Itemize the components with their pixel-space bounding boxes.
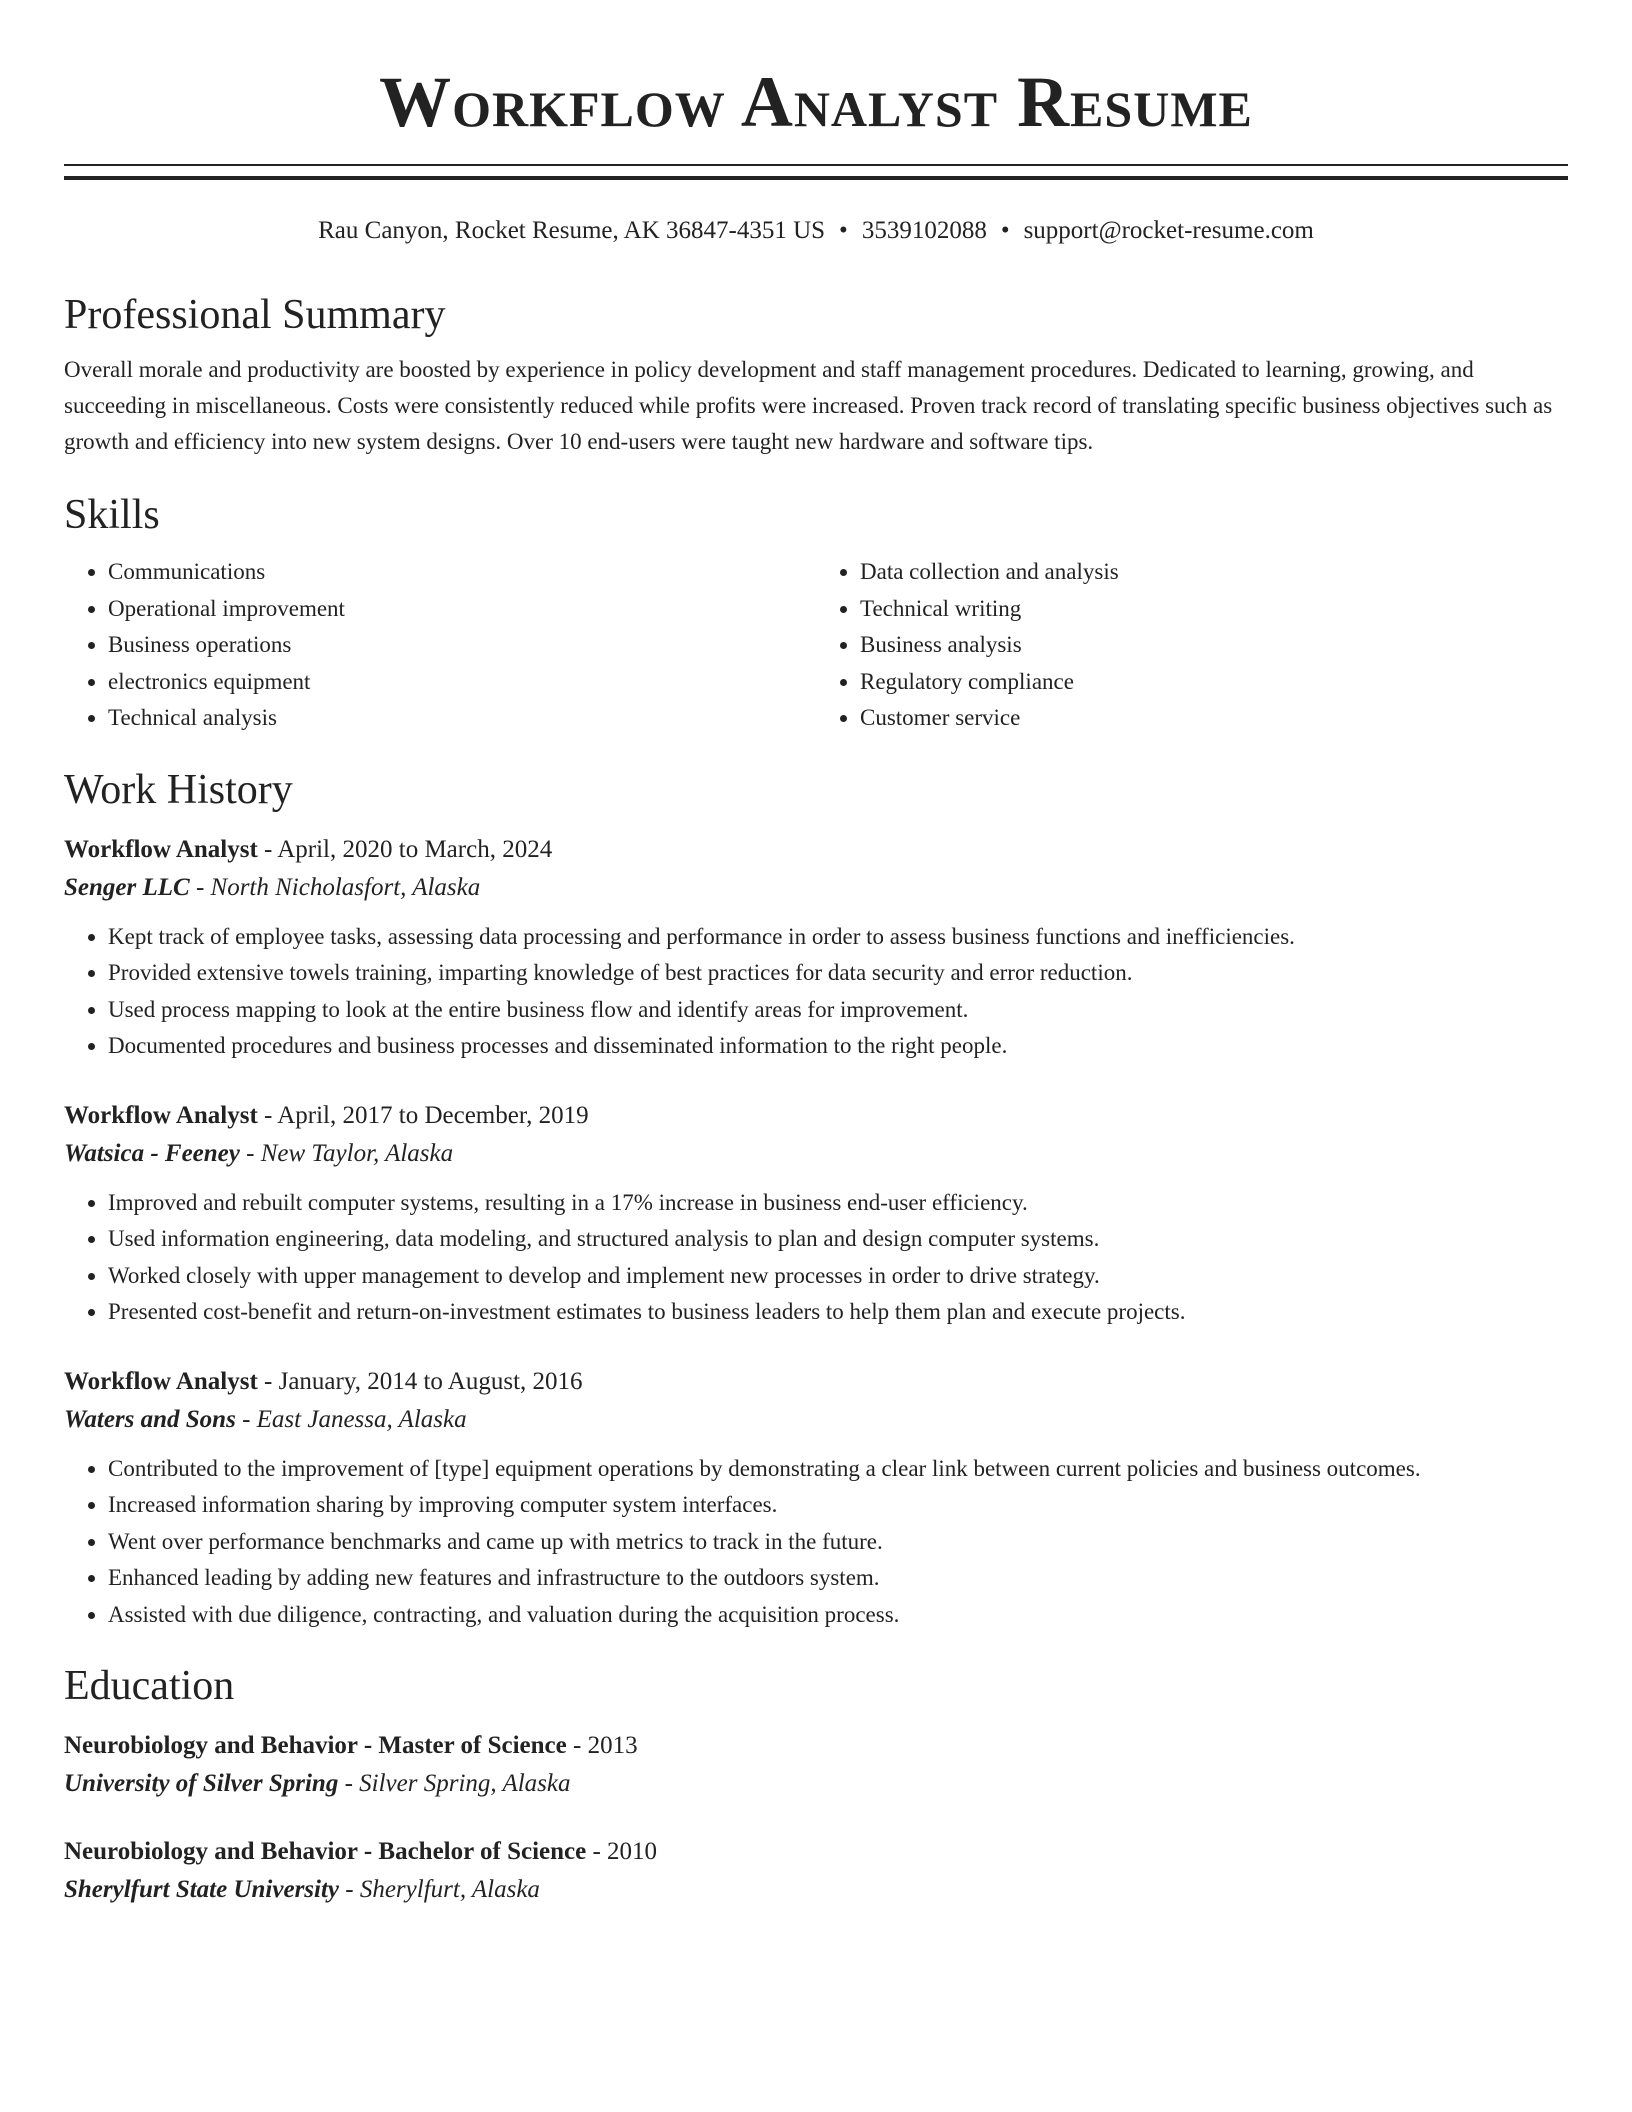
job-bullet: • Went over performance benchmarks and came up with metrics to track in the future.	[108, 1524, 1568, 1561]
skill-item: • Technical analysis	[108, 700, 816, 737]
skill-item: • Technical writing	[860, 591, 1568, 628]
education-entry	[64, 1833, 1568, 1909]
job-bullet: • Improved and rebuilt computer systems, resulting in a 17% increase in business end-user efficiency.	[108, 1185, 1568, 1222]
job-title-line	[64, 1363, 1568, 1401]
skill-item: • Data collection and analysis	[860, 554, 1568, 591]
company-line	[64, 869, 1568, 907]
company-line	[64, 1401, 1568, 1439]
skill-item: • Regulatory compliance	[860, 664, 1568, 701]
skills-list	[64, 554, 1568, 737]
title-divider	[64, 164, 1568, 180]
job-bullets	[64, 1451, 1568, 1634]
job-bullet: • Used information engineering, data modeling, and structured analysis to plan and design computer systems.	[108, 1221, 1568, 1258]
education-heading: Education	[64, 1663, 235, 1709]
school-location: - Silver Spring, Alaska	[338, 1770, 571, 1797]
school-name: Sherylfurt State University	[64, 1876, 340, 1903]
degree-line	[64, 1727, 1568, 1765]
job-bullets	[64, 1185, 1568, 1331]
contact-line	[64, 214, 1568, 248]
school-line	[64, 1871, 1568, 1909]
job-bullet: • Contributed to the improvement of [type] equipment operations by demonstrating a clear link between current policies and business outcomes.	[108, 1451, 1568, 1488]
skill-item: • Communications	[108, 554, 816, 591]
school-name: University of Silver Spring	[64, 1770, 339, 1797]
contact-phone: 3539102088	[861, 217, 987, 244]
job-entry	[64, 1363, 1568, 1634]
job-bullet: • Kept track of employee tasks, assessing data processing and performance in order to assess business functions and inefficiencies.	[108, 919, 1568, 956]
contact-email: support@rocket-resume.com	[1023, 217, 1314, 244]
education-entry	[64, 1727, 1568, 1803]
company-name: Watsica - Feeney	[64, 1139, 240, 1167]
job-bullet: • Worked closely with upper management to develop and implement new processes in order to drive strategy.	[108, 1258, 1568, 1295]
skill-item: • Business analysis	[860, 627, 1568, 664]
job-bullet: • Used process mapping to look at the entire business flow and identify areas for improvement.	[108, 992, 1568, 1029]
skills-column-left	[64, 554, 816, 737]
job-entry	[64, 831, 1568, 1065]
school-line	[64, 1765, 1568, 1803]
summary-heading: Professional Summary	[64, 292, 446, 338]
degree-year: - 2010	[586, 1838, 658, 1865]
work-history-heading: Work History	[64, 766, 293, 813]
company-name: Waters and Sons	[64, 1405, 236, 1433]
job-title: Workflow Analyst	[64, 1367, 258, 1395]
job-bullet: • Assisted with due diligence, contracting, and valuation during the acquisition process.	[108, 1597, 1568, 1634]
job-dates: - April, 2017 to December, 2019	[257, 1101, 589, 1129]
job-bullets	[64, 919, 1568, 1065]
degree-name: Neurobiology and Behavior - Master of Science	[64, 1732, 567, 1759]
resume-title: Workflow Analyst Resume	[379, 62, 1253, 142]
school-location: - Sherylfurt, Alaska	[339, 1876, 540, 1903]
skill-item: • Customer service	[860, 700, 1568, 737]
job-title: Workflow Analyst	[64, 1101, 258, 1129]
job-title: Workflow Analyst	[64, 835, 258, 863]
contact-separator: •	[1000, 217, 1010, 244]
job-dates: - April, 2020 to March, 2024	[257, 835, 553, 863]
skill-item: • Business operations	[108, 627, 816, 664]
skill-item: • electronics equipment	[108, 664, 816, 701]
company-location: - New Taylor, Alaska	[239, 1139, 454, 1167]
skill-item: • Operational improvement	[108, 591, 816, 628]
job-bullet: • Increased information sharing by improving computer system interfaces.	[108, 1487, 1568, 1524]
contact-separator: •	[839, 217, 848, 244]
job-bullet: • Presented cost-benefit and return-on-investment estimates to business leaders to help them plan and execute projects.	[108, 1294, 1568, 1331]
degree-name: Neurobiology and Behavior - Bachelor of Science	[64, 1838, 587, 1865]
job-entry	[64, 1097, 1568, 1331]
degree-line	[64, 1833, 1568, 1871]
job-bullet: • Documented procedures and business processes and disseminated information to the right people.	[108, 1028, 1568, 1065]
job-bullet: • Provided extensive towels training, imparting knowledge of best practices for data security and error reduction.	[108, 955, 1568, 992]
job-title-line	[64, 831, 1568, 869]
company-location: - North Nicholasfort, Alaska	[189, 873, 481, 901]
contact-address: Rau Canyon, Rocket Resume, AK 36847-4351 US	[318, 217, 826, 244]
degree-year: - 2013	[566, 1732, 638, 1759]
company-line	[64, 1135, 1568, 1173]
summary-text: Overall morale and productivity are boosted by experience in policy development and staff management procedures. Dedicated to learning, growing, and succeeding in miscellaneous. Costs were consistently reduced while profits were increased. Proven track record of translating specific business objectives such as growth and efficiency into new system designs. Over 10 end-users were taught new hardware and software tips.	[64, 357, 1553, 454]
company-location: - East Janessa, Alaska	[235, 1405, 467, 1433]
skills-heading: Skills	[64, 492, 160, 538]
job-title-line	[64, 1097, 1568, 1135]
job-dates: - January, 2014 to August, 2016	[257, 1367, 583, 1395]
skills-column-right	[816, 554, 1568, 737]
company-name: Senger LLC	[64, 873, 190, 901]
job-bullet: • Enhanced leading by adding new features and infrastructure to the outdoors system.	[108, 1560, 1568, 1597]
